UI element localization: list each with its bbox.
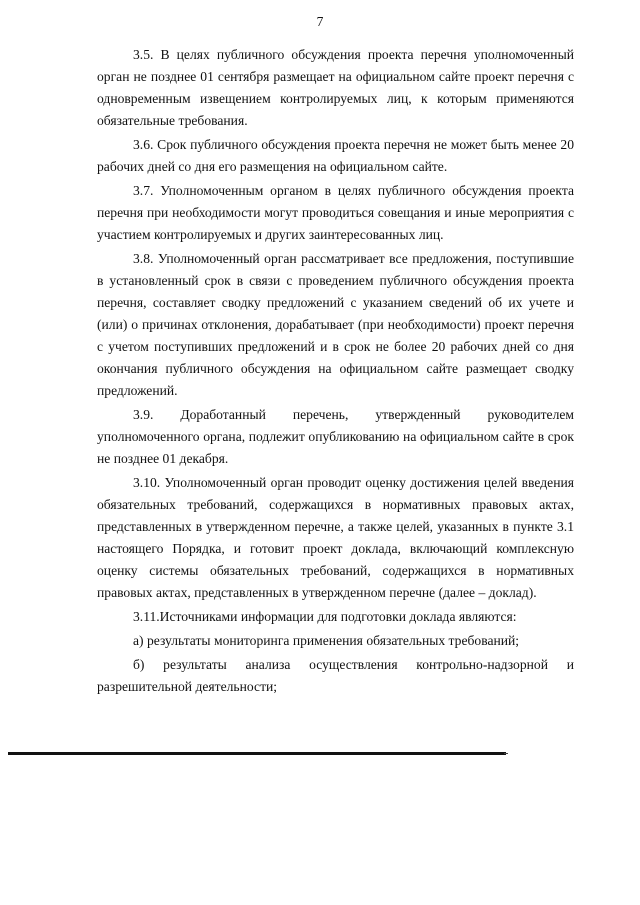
list-item-b: б) результаты анализа осуществления контрольно-надзорной и разрешительной деятельности; [97, 657, 574, 694]
paragraph-3-8: 3.8. Уполномоченный орган рассматривает все предложения, поступившие в установленный срок в связи с проведением публичного обсуждения проекта перечня, составляет сводку предложений с указанием сведений об их учете и (или) о причинах отклонения, дорабатывает (при необходимости) проект перечня с учетом поступивших предложений и в срок не более 20 рабочих дней со дня окончания публичного обсуждения на официальном сайте размещает сводку предложений. [97, 251, 574, 398]
horizontal-rule [8, 752, 506, 755]
paragraph-3-5: 3.5. В целях публичного обсуждения проекта перечня уполномоченный орган не позднее 01 сентября размещает на официальном сайте проект перечня с одновременным извещением контролируемых лиц, к которым применяются обязательные требования. [97, 47, 574, 128]
paragraph-3-11: 3.11.Источниками информации для подготовки доклада являются: [133, 609, 517, 624]
paragraph-3-6: 3.6. Срок публичного обсуждения проекта перечня не может быть менее 20 рабочих дней со дня его размещения на официальном сайте. [97, 137, 574, 174]
list-item-a: а) результаты мониторинга применения обязательных требований; [133, 633, 520, 648]
page-number: 7 [316, 14, 324, 29]
document-body [97, 44, 574, 700]
paragraph-3-10: 3.10. Уполномоченный орган проводит оценку достижения целей введения обязательных требований, содержащихся в нормативных правовых актах, представленных в утвержденном перечне, а также целей, указанных в пункте 3.1 настоящего Порядка, и готовит проект доклада, включающий комплексную оценку системы обязательных требований, содержащихся в нормативных правовых актах, представленных в утвержденном перечне (далее – доклад). [97, 475, 574, 600]
paragraph-3-9: 3.9. Доработанный перечень, утвержденный руководителем уполномоченного органа, подлежит опубликованию на официальном сайте в срок не позднее 01 декабря. [97, 407, 574, 466]
paragraph-3-7: 3.7. Уполномоченным органом в целях публичного обсуждения проекта перечня при необходимости могут проводиться совещания и иные мероприятия с участием контролируемых и других заинтересованных лиц. [97, 183, 574, 242]
horizontal-rule-tail [504, 753, 508, 754]
